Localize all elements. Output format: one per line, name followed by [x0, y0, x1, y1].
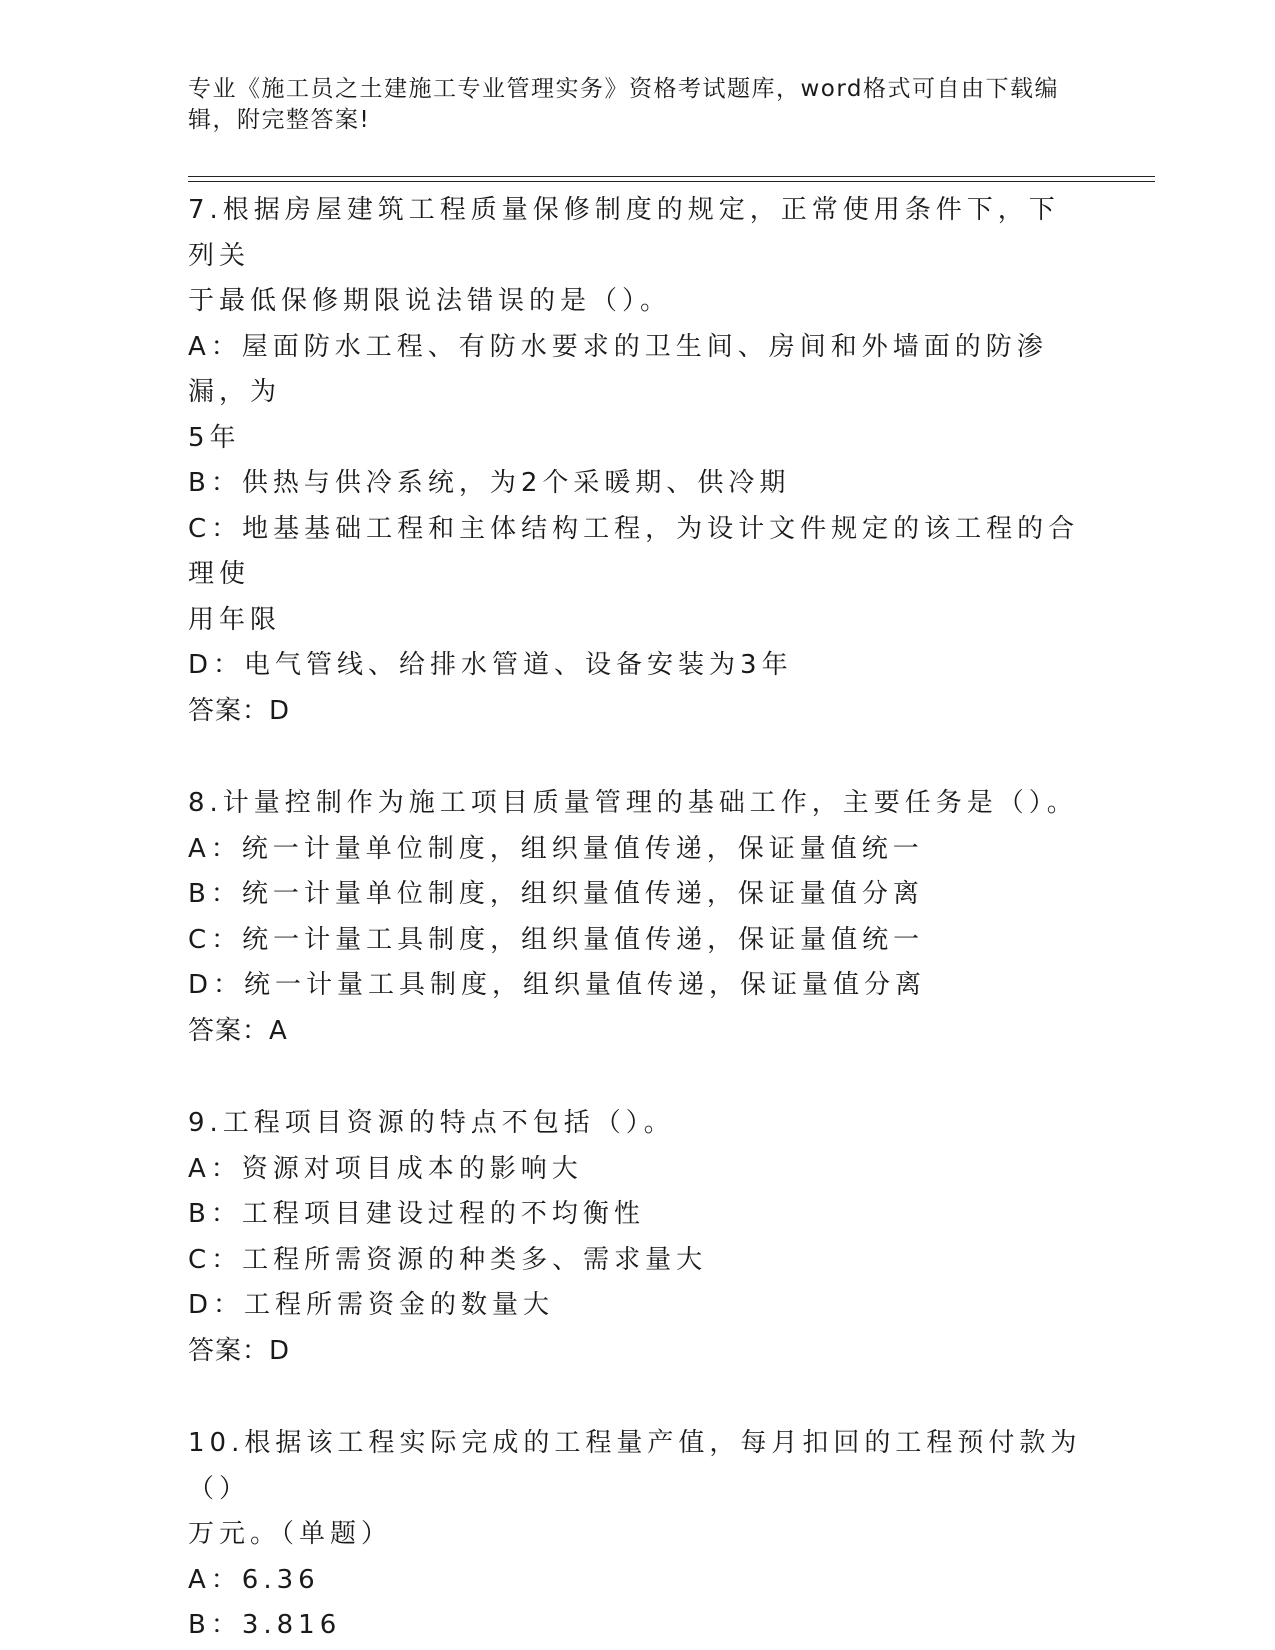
header-divider-top: [188, 176, 1155, 177]
option-a: A：统一计量单位制度，组织量值传递，保证量值统一: [188, 833, 924, 864]
answer-line: 答案：D: [188, 1335, 291, 1366]
answer-line: 答案：D: [188, 695, 291, 726]
option-c: C：地基基础工程和主体结构工程，为设计文件规定的该工程的合理使: [188, 513, 1080, 589]
option-d: D：统一计量工具制度，组织量值传递，保证量值分离: [188, 970, 927, 1000]
option-b: B：工程项目建设过程的不均衡性: [188, 1199, 645, 1229]
question-list: [188, 188, 1088, 1649]
document-header: 专业《施工员之土建施工专业管理实务》资格考试题库，word格式可自由下载编辑，附完整答案!: [188, 76, 1060, 133]
question-stem-line: 8.计量控制作为施工项目质量管理的基础工作，主要任务是（）。: [188, 788, 1078, 818]
question-10: [188, 1421, 1088, 1649]
answer-line: 答案：A: [188, 1015, 288, 1046]
option-c-continued: 用年限: [188, 604, 282, 635]
header-divider-bottom: [188, 181, 1155, 182]
option-b: B：3.816: [188, 1610, 342, 1640]
question-8: [188, 781, 1088, 1054]
option-b: B：统一计量单位制度，组织量值传递，保证量值分离: [188, 879, 924, 909]
option-d: D：电气管线、给排水管道、设备安装为3年: [188, 650, 793, 680]
option-b: B：供热与供冷系统，为2个采暖期、供冷期: [188, 468, 791, 498]
question-stem-line: 9.工程项目资源的特点不包括（）。: [188, 1108, 675, 1138]
question-7: [188, 188, 1088, 734]
question-9: [188, 1101, 1088, 1374]
question-stem-line: 于最低保修期限说法错误的是（）。: [188, 286, 672, 316]
question-stem-line: 万元。（单题）: [188, 1519, 393, 1549]
option-a: A：6.36: [188, 1564, 320, 1595]
option-a: A：屋面防水工程、有防水要求的卫生间、房间和外墙面的防渗漏，为: [188, 331, 1048, 407]
question-stem-line: 10.根据该工程实际完成的工程量产值，每月扣回的工程预付款为（）: [188, 1428, 1082, 1504]
option-c: C：统一计量工具制度，组织量值传递，保证量值统一: [188, 924, 925, 955]
option-a: A：资源对项目成本的影响大: [188, 1153, 583, 1184]
option-a-continued: 5年: [188, 422, 241, 453]
question-stem-line: 7.根据房屋建筑工程质量保修制度的规定，正常使用条件下，下列关: [188, 195, 1060, 271]
option-c: C：工程所需资源的种类多、需求量大: [188, 1244, 708, 1275]
option-d: D：工程所需资金的数量大: [188, 1290, 555, 1320]
